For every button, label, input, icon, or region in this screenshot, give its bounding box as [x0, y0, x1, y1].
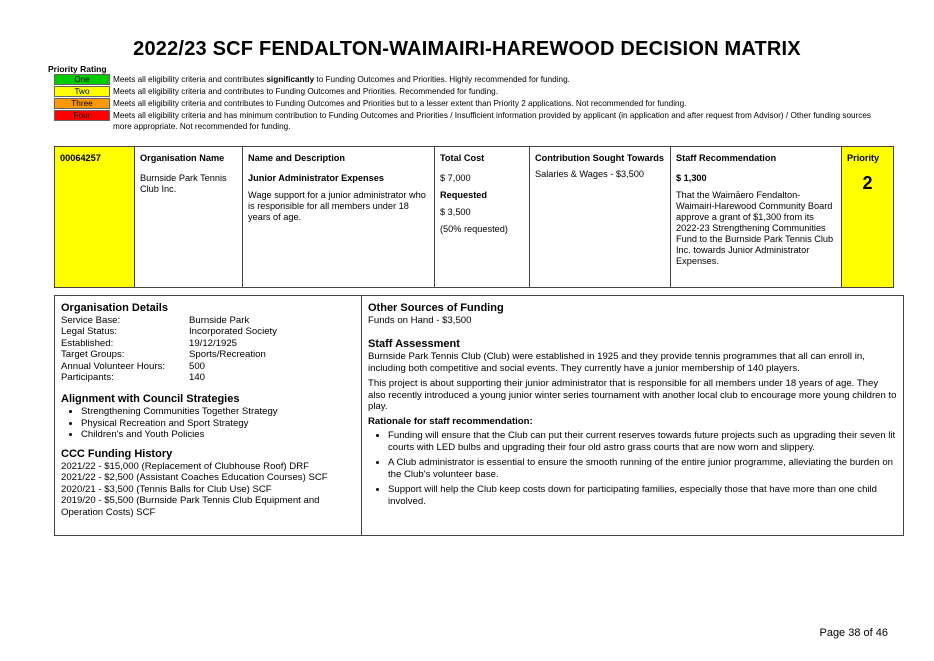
page-title: 2022/23 SCF FENDALTON-WAIMAIRI-HAREWOOD DECISION MATRIX [133, 38, 801, 60]
contribution-header: Contribution Sought Towards [535, 153, 664, 163]
decision-matrix-row [54, 146, 894, 288]
funding-history-item: 2021/22 - $15,000 (Replacement of Clubhouse Roof) DRF [61, 460, 309, 472]
total-cost-cell [435, 147, 530, 287]
page-number: Page 38 of 46 [819, 627, 888, 639]
priority-value: 2 [862, 173, 873, 193]
application-id: 00064257 [60, 153, 101, 163]
priority-legend-row-one [54, 74, 874, 85]
list-item: • Strengthening Communities Together Strategy [81, 406, 355, 418]
org-detail-row: Established: 19/12/1925 [61, 337, 238, 349]
other-sources-heading: Other Sources of Funding [368, 302, 504, 314]
application-id-cell [55, 147, 135, 287]
total-cost-header: Total Cost [440, 153, 485, 163]
name-description-cell [243, 147, 435, 287]
name-description-header: Name and Description [248, 153, 346, 163]
assessment-paragraph: This project is about supporting their junior administrator that is responsible for all members under 18 years of age. They also recently introduced a young junior winter series tournament with another local club to encourage more young children to play. [368, 378, 897, 413]
funding-history-heading: CCC Funding History [61, 447, 173, 460]
priority-legend-text-three: Meets all eligibility criteria and contributes to Funding Outcomes and Priorities but to a lesser extent than Priority 2 applications. Not recommended for funding. [113, 99, 687, 108]
priority-legend-row-two [54, 86, 874, 97]
org-details-heading: Organisation Details [61, 302, 168, 314]
list-item: • Children's and Youth Policies [81, 429, 355, 441]
org-details-column [55, 296, 362, 535]
priority-legend-row-three [54, 98, 874, 109]
staff-recommendation-header: Staff Recommendation [676, 153, 777, 163]
priority-legend-text-four: Meets all eligibility criteria and has minimum contribution to Funding Outcomes and Priorities / Insufficient information provided by applicant (in application and after request from Advisor) / Other funding sources more appropriate. Not recommended for funding. [113, 111, 872, 131]
org-detail-row: Participants: 140 [61, 372, 206, 384]
list-item: • A Club administrator is essential to ensure the smooth running of the entire junior programme, alleviating the burden on the Club's volunteer base. [388, 457, 897, 480]
list-item: • Support will help the Club keep costs down for participating families, especially those that have more than one child involved. [388, 484, 897, 507]
alignment-heading: Alignment with Council Strategies [61, 393, 240, 406]
priority-header: Priority [847, 153, 880, 163]
priority-swatch-four: Four [54, 110, 110, 121]
project-name: Junior Administrator Expenses [248, 173, 384, 183]
recommendation-text: That the Waimāero Fendalton-Waimairi-Harewood Community Board approve a grant of $1,300 from its 2022-23 Strengthening Communities Fund to the Burnside Park Tennis Club Inc. towards Junior Administrator Expenses. [676, 190, 834, 266]
priority-swatch-two: Two [54, 86, 110, 97]
assessment-paragraph: Burnside Park Tennis Club (Club) were established in 1925 and they provide tennis programmes that all can enroll in, including both competitive and social events. They currently have a junior membership of 140 players. [368, 351, 865, 374]
contribution-cell [530, 147, 671, 287]
rationale-list [368, 430, 897, 507]
recommended-amount: $ 1,300 [676, 173, 707, 183]
priority-legend-row-four [54, 110, 874, 132]
org-detail-row: Service Base: Burnside Park [61, 315, 250, 326]
other-sources-text: Funds on Hand - $3,500 [368, 315, 472, 326]
assessment-column [362, 296, 903, 535]
staff-assessment-heading: Staff Assessment [368, 338, 460, 351]
requested-amount: $ 3,500 [440, 207, 471, 217]
org-name-cell [135, 147, 243, 287]
total-cost: $ 7,000 [440, 173, 471, 183]
contribution-value: Salaries & Wages - $3,500 [535, 169, 644, 179]
requested-percent: (50% requested) [440, 224, 508, 234]
project-description: Wage support for a junior administrator who is responsible for all members under 18 years of age. [248, 190, 426, 222]
details-panel [54, 295, 904, 536]
org-detail-row: Target Groups: Sports/Recreation [61, 349, 266, 361]
priority-swatch-one: One [54, 74, 110, 85]
priority-swatch-three: Three [54, 98, 110, 109]
priority-rating-heading: Priority Rating [48, 64, 107, 74]
funding-history-item: 2021/22 - $2,500 (Assistant Coaches Education Courses) SCF [61, 472, 328, 484]
priority-legend-text-two: Meets all eligibility criteria and contributes to Funding Outcomes and Priorities. Recommended for funding. [113, 87, 499, 96]
org-name-header: Organisation Name [140, 153, 225, 163]
priority-legend-text-one: Meets all eligibility criteria and contributes significantly to Funding Outcomes and Priorities. Highly recommended for funding. [113, 75, 570, 84]
priority-legend [54, 74, 874, 133]
staff-recommendation-cell [671, 147, 842, 287]
requested-label: Requested [440, 190, 487, 200]
alignment-list [61, 406, 355, 441]
org-detail-row: Annual Volunteer Hours: 500 [61, 360, 206, 372]
org-name: Burnside Park Tennis Club Inc. [140, 173, 227, 194]
funding-history-item: 2020/21 - $3,500 (Tennis Balls for Club Use) SCF [61, 483, 272, 495]
priority-cell [842, 147, 893, 287]
list-item: • Funding will ensure that the Club can put their current reserves towards future projects such as upgrading their seven lit courts with LED bulbs and upgrading their four old astro grass courts that are now worn and slippery. [388, 430, 897, 453]
funding-history-item: 2019/20 - $5,500 (Burnside Park Tennis Club Equipment and Operation Costs) SCF [61, 495, 320, 518]
list-item: • Physical Recreation and Sport Strategy [81, 418, 355, 430]
org-detail-row: Legal Status: Incorporated Society [61, 326, 277, 338]
rationale-heading: Rationale for staff recommendation: [368, 416, 533, 428]
